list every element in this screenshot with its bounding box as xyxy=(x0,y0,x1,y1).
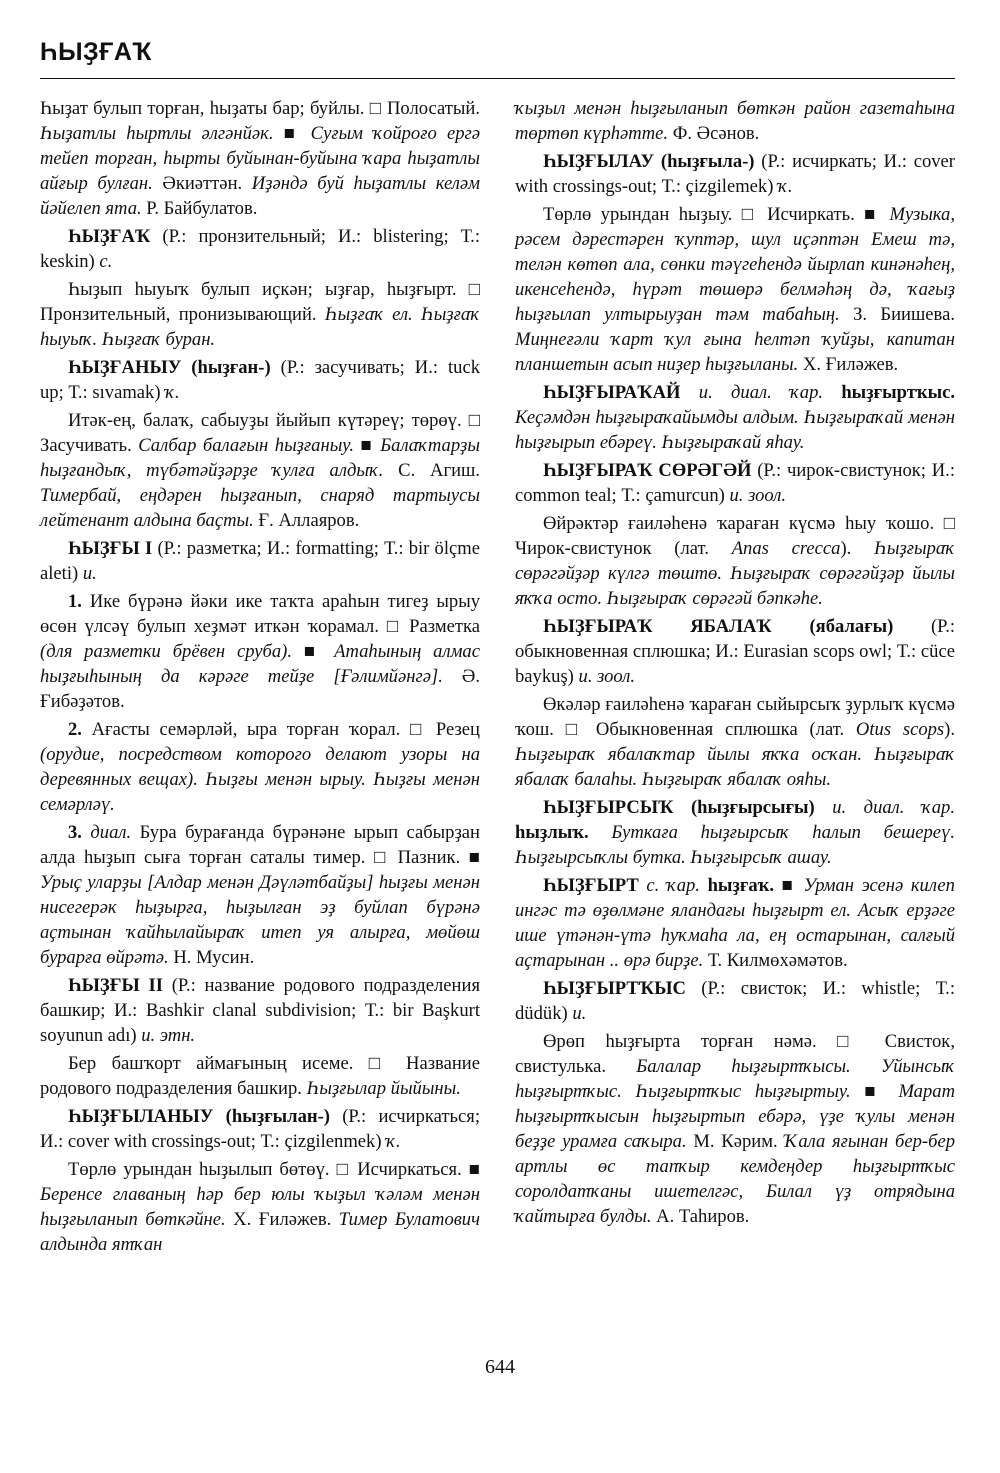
headword: ҺЫҘҒЫЛАУ (һыҙғыла-) xyxy=(543,151,755,172)
entry-header: ҺЫҘҒАНЫУ (һыҙған-) (Р.: засучивать; И.: tuck up; Т.: sıvamak) ҡ. xyxy=(40,357,480,403)
headword: ҺЫҘҒАҠ xyxy=(68,226,151,247)
left-column xyxy=(40,96,480,1260)
entry-definition: Өйрәктәр ғаиләһенә ҡараған күсмә һыу ҡошо. □ Чирок-свистунок (лат. Anas crecca). Һыҙғыраҡ сөрәгәйҙәр күлгә төштө. Һыҙғыраҡ сөрәгәйҙәр йылы яҡҡа осто. Һыҙғыраҡ сөрәгәй бәпкәһе. xyxy=(515,513,955,609)
header-rule xyxy=(40,78,955,79)
entry-definition: Һыҙып һыуыҡ булып иҫкән; ыҙғар, һыҙғырт. □ Пронзительный, пронизывающий. Һыҙғаҡ ел. Һыҙғаҡ һыуыҡ. Һыҙғаҡ буран. xyxy=(40,279,481,350)
entry-continuation: ҡыҙыл менән һыҙғыланып бөткән район газетаһына төртөп күрһәтте. Ф. Әсәнов. xyxy=(515,98,955,144)
headword: ҺЫҘҒЫРТҠЫС xyxy=(543,978,686,999)
entry-header: ҺЫҘҒЫРТҠЫС (Р.: свисток; И.: whistle; Т.: düdük) и. xyxy=(515,978,955,1024)
headword: ҺЫҘҒЫРСЫҠ (һыҙғырсығы) xyxy=(543,797,815,818)
headword: ҺЫҘҒАНЫУ (һыҙған-) xyxy=(68,357,271,378)
entry-definition: Бер башҡорт аймағының исеме. □ Название родового подразделения башкир. Һыҙғылар йыйыны. xyxy=(40,1053,480,1099)
entry-definition: Төрлө урындан һыҙыу. □ Исчиркать. ■ Музыка, рәсем дәрестәрен ҡуптәр, шул иҫәптән Емеш тә, телән көтөп ала, сөнки тәүгеһендә йырлап кинәнәһең, икенсеһендә, һүрәт төшөрә белмәһәң дә, ҡағыҙ һыҙғылап ултырыуҙан тәм табаһың. З. Биишева. Миңнеғәли ҡарт ҡул ғына һелтәп ҡуйҙы, капитан планшетын асып ниҙер һыҙғыланы. Х. Ғиләжев. xyxy=(515,204,955,375)
entry-continuation: Һыҙат булып торған, һыҙаты бар; буйлы. □ Полосатый. Һыҙатлы һыртлы әлгәнйәк. ■ Суғым ҡойроғо ергә тейеп торған, һырты буйынан-буйына ҡара һыҙатлы айғыр булған. Әкиәттән. Иҙәндә буй һыҙатлы келәм йәйелеп ята. Р. Байбулатов. xyxy=(40,98,481,219)
entry-header: ҺЫҘҒЫРСЫҠ (һыҙғырсығы) и. диал. ҡар. һыҙлыҡ. Буткаға һыҙғырсыҡ һалып бешереү. Һыҙғырсыҡлы бутка. Һыҙғырсыҡ ашау. xyxy=(515,797,955,868)
page-number: 644 xyxy=(485,1356,515,1378)
right-column xyxy=(515,96,955,1232)
headword: ҺЫҘҒЫЛАНЫУ (һыҙғылан-) xyxy=(68,1106,330,1127)
entry-header: ҺЫҘҒЫЛАУ (һыҙғыла-) (Р.: исчиркать; И.: cover with crossings-out; Т.: çizgilemek) ҡ. xyxy=(515,151,955,197)
entry-header: ҺЫҘҒЫ II (Р.: название родового подразделения башкир; И.: Bashkir clanal subdivision; Т.: bir Başkurt soyunun adı) и. этн. xyxy=(40,975,480,1046)
entry-definition: Өрөп һыҙғырта торған нәмә. □ Свисток, свистулька. Балалар һыҙғыртҡысы. Уйынсыҡ һыҙғыртҡыс. Һыҙғыртҡыс һыҙғыртыу. ■ Марат һыҙғыртҡысын һыҙғыртып ебәрә, үҙе ҡулы менән беҙҙе урамға саҡыра. М. Кәрим. Ҡала яғынан бер-бер артлы өс тапҡыр кемдеңдер һыҙғыртҡыс соролдатҡаны ишетелгәс, Билал үҙ отрядына ҡайтырға булды. А. Таһиров. xyxy=(515,1031,955,1227)
entry-header: ҺЫҘҒЫРАҠ СӨРӘГӘЙ (Р.: чирок-свистунок; И.: common teal; Т.: çamurcun) и. зоол. xyxy=(515,460,955,506)
headword: ҺЫҘҒЫРТ xyxy=(543,875,639,896)
entry-header: ҺЫҘҒАҠ (Р.: пронзительный; И.: blistering; Т.: keskin) с. xyxy=(40,226,480,272)
entry-sense: 2. Ағасты семәрләй, ыра торған ҡорал. □ Резец (орудие, посредством которого делают узоры на деревянных вещах). Һыҙғы менән ырыу. Һыҙғы менән семәрләү. xyxy=(40,719,480,815)
running-head: ҺЫҘҒАҠ xyxy=(40,38,152,66)
headword: ҺЫҘҒЫ II xyxy=(68,975,163,996)
entry-header: ҺЫҘҒЫРАҠАЙ и. диал. ҡар. һыҙғыртҡыс. Кеҫәмдән һыҙғыраҡайымды алдым. Һыҙғыраҡай менән һыҙғырып ебәреү. Һыҙғыраҡай яһау. xyxy=(515,382,955,453)
entry-sense: 1. Ике бүрәнә йәки ике таҡта араһын тигеҙ ырыу өсөн үлсәү булып хеҙмәт иткән ҡорамал. □ Разметка (для разметки брёвен сруба). ■ Атаһының алмас һыҙғыһының да кәрәге тейҙе [Ғәлимйәнгә]. Ә. Ғибәҙәтов. xyxy=(40,591,480,712)
headword: ҺЫҘҒЫ I xyxy=(68,538,153,559)
entry-definition: Өкәләр ғаиләһенә ҡараған сыйырсыҡ ҙурлыҡ күсмә ҡош. □ Обыкновенная сплюшка (лат. Otus scops). Һыҙғыраҡ ябалаҡтар йылы яҡҡа осҡан. Һыҙғыраҡ ябалаҡ балаһы. Һыҙғыраҡ ябалаҡ ояһы. xyxy=(515,694,956,790)
entry-definition: Итәк-ең, балаҡ, сабыуҙы йыйып күтәреү; төрөү. □ Засучивать. Салбар балағын һыҙғаныу. ■ Балаҡтарҙы һыҙғандыҡ, түбәтәйҙәрҙе ҡулға алдыҡ. С. Агиш. Тимербай, еңдәрен һыҙғанып, снаряд тартыусы лейтенант алдына баҫты. Ғ. Аллаяров. xyxy=(40,410,480,531)
headword: ҺЫҘҒЫРАҠАЙ xyxy=(543,382,681,403)
headword: ҺЫҘҒЫРАҠ СӨРӘГӘЙ xyxy=(543,460,752,481)
entry-definition: Төрлө урындан һыҙылып бөтөү. □ Исчиркаться. ■ Беренсе главаның һәр бер юлы ҡыҙыл ҡәләм менән һыҙғыланып бөткәйне. Х. Ғиләжев. Тимер Булатович алдында ятҡан xyxy=(40,1159,480,1255)
entry-sense: 3. диал. Бура бурағанда бүрәнәне ырып сабырҙан алда һыҙып сыға торған саталы тимер. □ Пазник. ■ Урыҫ уларҙы [Алдар менән Дәүләтбайҙы] һыҙғы менән нисегерәк һыҙырға, һыҙылған эҙ буйлап бүрәнә аҫтынан ҡайһылайыраҡ итеп уя алырға, мөйөш бурарға өйрәтә. Н. Мусин. xyxy=(40,822,480,968)
entry-header: ҺЫҘҒЫ I (Р.: разметка; И.: formatting; Т.: bir ölçme aleti) и. xyxy=(40,538,480,584)
entry-header: ҺЫҘҒЫРТ с. ҡар. һыҙғаҡ. ■ Урман эсенә килеп ингәс тә өҙөлмәне яландағы һыҙғырт ел. Асыҡ ерҙәге ише үтәнән-үтә һуҡмаһа ла, ең остарынан, салғый аҫтарынан .. өрә бирҙе. Т. Килмөхәмәтов. xyxy=(515,875,955,971)
entry-header: ҺЫҘҒЫЛАНЫУ (һыҙғылан-) (Р.: исчиркаться; И.: cover with crossings-out; Т.: çizgilenmek) ҡ. xyxy=(40,1106,480,1152)
entry-header: ҺЫҘҒЫРАҠ ЯБАЛАҠ (ябалағы) (Р.: обыкновенная сплюшка; И.: Eurasian scops owl; Т.: cüce baykuş) и. зоол. xyxy=(515,616,956,687)
headword: ҺЫҘҒЫРАҠ ЯБАЛАҠ (ябалағы) xyxy=(543,616,894,637)
